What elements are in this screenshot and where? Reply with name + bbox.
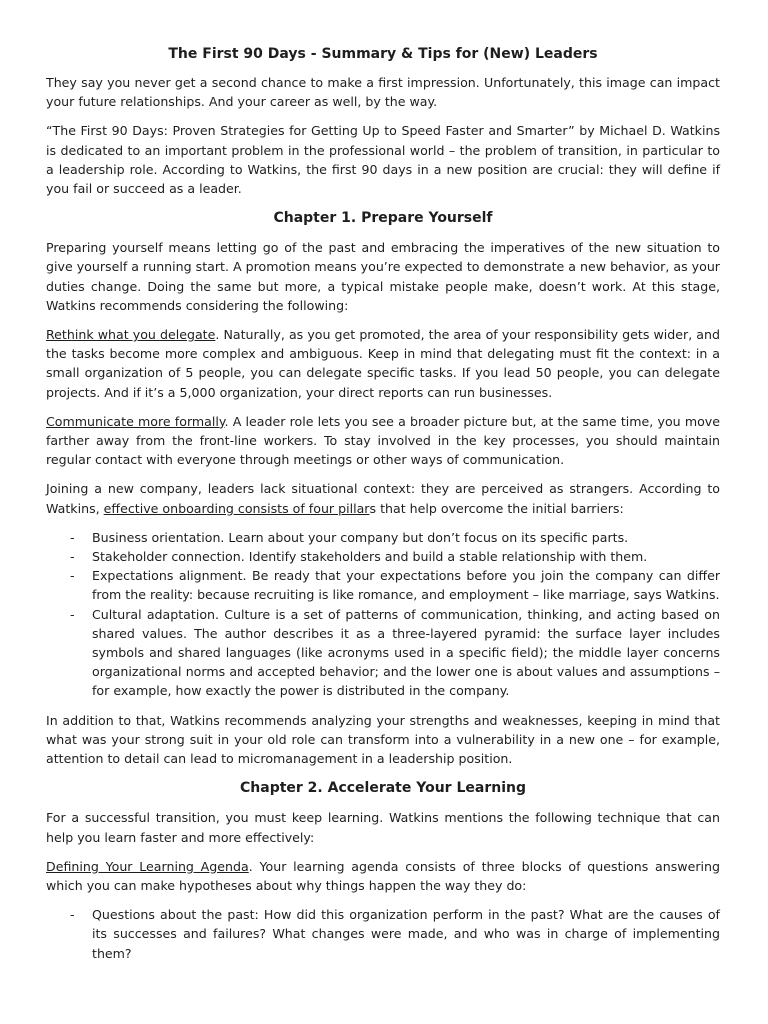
chapter-2-paragraph-agenda — [46, 857, 720, 895]
chapter-2-paragraph-1: For a successful transition, you must keep learning. Watkins mentions the following technique that can help you learn faster and more effectively: — [46, 810, 720, 845]
chapter-2-heading: Chapter 2. Accelerate Your Learning — [240, 780, 526, 797]
list-item-text: Questions about the past: How did this organization perform in the past? What are the causes of its successes and failures? What changes were made, and who was in charge of implementing them? — [92, 907, 720, 961]
agenda-text: . Your learning agenda consists of three blocks of questions answering which you can make hypotheses about why things happen the way they do: — [46, 858, 721, 893]
onboarding-text-before: Joining a new company, leaders lack situational context: they are perceived as strangers. According to Watkins, — [46, 481, 720, 516]
communicate-text: . A leader role lets you see a broader picture but, at the same time, you move farther away from the front-line workers. To stay involved in the key processes, you should maintain regular contact with everyone through meetings or other ways of communication. — [46, 413, 720, 468]
list-item-text: Cultural adaptation. Culture is a set of patterns of communication, thinking, and acting based on shared values. The author describes it as a three-layered pyramid: the surface layer includes symbols and shared languages (like acronyms used in a specific field); the middle layer concerns organizational norms and accepted behavior; and the lower one is about values and assumptions – for example, how exactly the power is distributed in the company. — [92, 606, 720, 699]
four-pillars-link: effective onboarding consists of four pillar — [103, 500, 370, 516]
list-item — [46, 528, 720, 547]
chapter-1-paragraph-1: Preparing yourself means letting go of the past and embracing the imperatives of the new situation to give yourself a running start. A promotion means you’re expected to demonstrate a new behavior, as your duties change. Doing the same but more, a typical mistake people make, doesn’t work. At this stage, Watkins recommends considering the following: — [46, 240, 720, 313]
intro-paragraph-1: They say you never get a second chance to make a first impression. Unfortunately, this image can impact your future relationships. And your career as well, by the way. — [46, 75, 720, 110]
intro-paragraph-2: “The First 90 Days: Proven Strategies for Getting Up to Speed Faster and Smarter” by Michael D. Watkins is dedicated to an important problem in the professional world – the problem of transition, in particular to a leadership role. According to Watkins, the first 90 days in a new position are crucial: they will define if you fail or succeed as a leader. — [46, 123, 720, 197]
list-item — [46, 566, 720, 604]
chapter-1-paragraph-communicate — [46, 412, 720, 470]
four-pillars-list — [46, 528, 720, 701]
dash-marker: - — [70, 907, 75, 923]
onboarding-text-after: s that help overcome the initial barriers: — [369, 500, 624, 516]
delegate-text: . Naturally, as you get promoted, the area of your responsibility gets wider, and the tasks become more complex and ambiguous. Keep in mind that delegating must fit the context: in a small organization of 5 people, you can delegate specific tasks. If you lead 50 people, you can delegate projects. And if it’s a 5,000 organization, your direct reports can run businesses. — [46, 327, 720, 400]
list-item-text: Expectations alignment. Be ready that your expectations before you join the company can differ from the reality: because recruiting is like romance, and employment – like marriage, says Watkins. — [92, 568, 720, 603]
dash-marker: - — [70, 549, 75, 565]
document-title: The First 90 Days - Summary & Tips for (New) Leaders — [168, 46, 598, 62]
chapter-1-paragraph-strengths: In addition to that, Watkins recommends analyzing your strengths and weaknesses, keeping in mind that what was your strong suit in your old role can transform into a vulnerability in a new one – for example, attention to detail can lead to micromanagement in a leadership position. — [46, 712, 720, 767]
chapter-1-heading: Chapter 1. Prepare Yourself — [273, 210, 493, 227]
list-item — [46, 547, 720, 566]
chapter-1-paragraph-delegate — [46, 325, 720, 402]
dash-marker: - — [70, 606, 75, 622]
dash-marker: - — [70, 529, 75, 545]
list-item — [46, 605, 720, 701]
learning-agenda-list — [46, 905, 720, 963]
list-item-text: Stakeholder connection. Identify stakeholders and build a stable relationship with them. — [92, 549, 648, 565]
chapter-1-paragraph-onboarding — [46, 479, 720, 517]
list-item-text: Business orientation. Learn about your company but don’t focus on its specific parts. — [92, 529, 629, 545]
rethink-delegate-link: Rethink what you delegate — [46, 327, 216, 343]
list-item — [46, 905, 720, 963]
communicate-formally-link: Communicate more formally — [46, 413, 225, 429]
learning-agenda-link: Defining Your Learning Agenda — [46, 858, 249, 874]
dash-marker: - — [70, 568, 75, 584]
